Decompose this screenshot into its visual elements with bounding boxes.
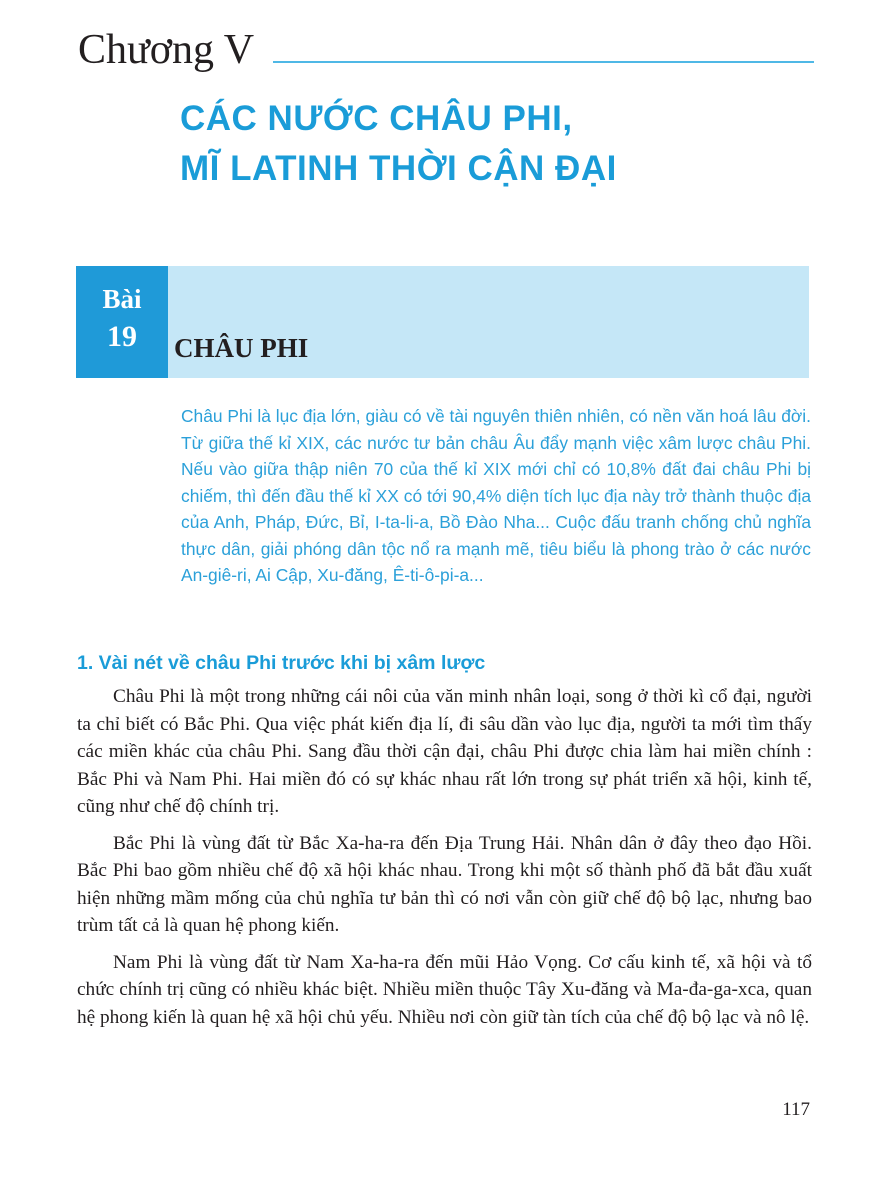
chapter-label: Chương V — [78, 27, 255, 73]
chapter-title — [180, 94, 820, 194]
chapter-rule — [273, 61, 814, 63]
chapter-header — [78, 24, 818, 76]
section-body — [77, 683, 812, 1040]
page-number: 117 — [782, 1099, 810, 1120]
lesson-number: 19 — [107, 320, 137, 353]
paragraph: Châu Phi là một trong những cái nôi của văn minh nhân loại, song ở thời kì cổ đại, người ta chỉ biết có Bắc Phi. Qua việc phát kiến địa lí, đi sâu dần vào lục địa, người ta mới tìm thấy các miền khác của châu Phi. Sang đầu thời cận đại, châu Phi được chia làm hai miền chính : Bắc Phi và Nam Phi. Hai miền đó có sự khác nhau rất lớn trong sự phát triển xã hội, kinh tế, cũng như chế độ chính trị. — [77, 686, 812, 817]
paragraph: Nam Phi là vùng đất từ Nam Xa-ha-ra đến mũi Hảo Vọng. Cơ cấu kinh tế, xã hội và tổ chức chính trị cũng có nhiều khác biệt. Nhiều miền thuộc Tây Xu-đăng và Ma-đa-ga-xca, quan hệ phong kiến là quan hệ xã hội chủ yếu. Nhiều nơi còn giữ tàn tích của chế độ bộ lạc và nô lệ. — [77, 951, 812, 1028]
lesson-number-box — [76, 266, 168, 378]
section-heading: 1. Vài nét về châu Phi trước khi bị xâm lược — [77, 652, 486, 674]
lesson-word: Bài — [102, 284, 142, 314]
chapter-title-line-2: MĨ LATINH THỜI CẬN ĐẠI — [180, 149, 617, 188]
lesson-intro: Châu Phi là lục địa lớn, giàu có về tài nguyên thiên nhiên, có nền văn hoá lâu đời. Từ giữa thế kỉ XIX, các nước tư bản châu Âu đẩy mạnh việc xâm lược châu Phi. Nếu vào giữa thập niên 70 của thế kỉ XIX mới chỉ có 10,8% đất đai châu Phi bị chiếm, thì đến đầu thế kỉ XX có tới 90,4% diện tích lục địa này trở thành thuộc địa của Anh, Pháp, Đức, Bỉ, I-ta-li-a, Bồ Đào Nha... Cuộc đấu tranh chống chủ nghĩa thực dân, giải phóng dân tộc nổ ra mạnh mẽ, tiêu biểu là phong trào ở các nước An-giê-ri, Ai Cập, Xu-đăng, Ê-ti-ô-pi-a... — [181, 406, 811, 585]
lesson-title: CHÂU PHI — [174, 333, 309, 363]
lesson-banner — [76, 266, 809, 378]
chapter-title-line-1: CÁC NƯỚC CHÂU PHI, — [180, 99, 573, 138]
paragraph: Bắc Phi là vùng đất từ Bắc Xa-ha-ra đến Địa Trung Hải. Nhân dân ở đây theo đạo Hồi. Bắc Phi bao gồm nhiều chế độ xã hội khác nhau. Trong khi một số thành phố đã bắt đầu xuất hiện những mầm mống của chủ nghĩa tư bản thì có nơi vẫn còn giữ chế độ bộ lạc, nhưng bao trùm tất cả là quan hệ phong kiến. — [77, 832, 812, 936]
